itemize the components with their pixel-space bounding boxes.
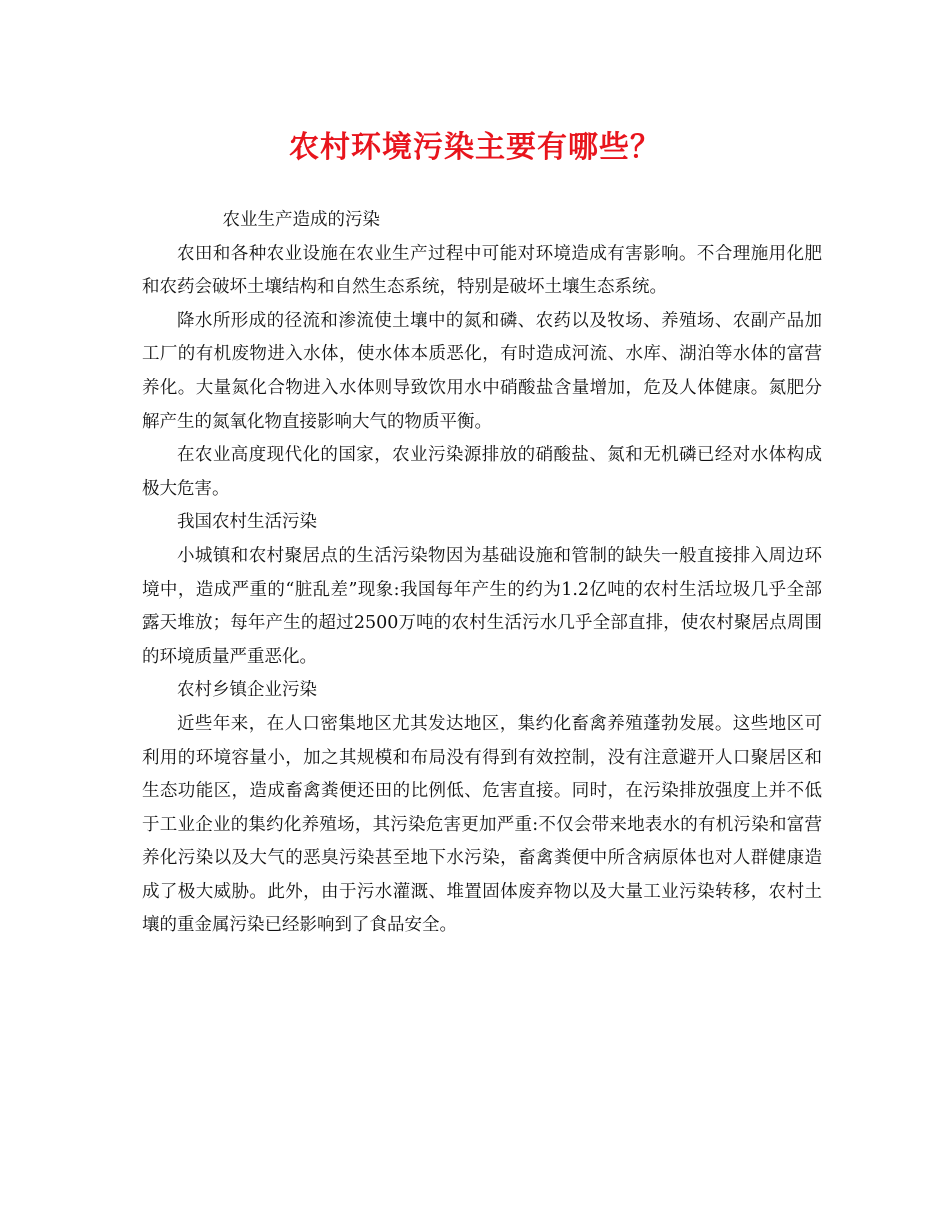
paragraph: 近些年来，在人口密集地区尤其发达地区，集约化畜禽养殖蓬勃发展。这些地区可利用的环境容量小，加之其规模和布局没有得到有效控制，没有注意避开人口聚居区和生态功能区，造成畜禽粪便还田的比例低、危害直接。同时，在污染排放强度上并不低于工业企业的集约化养殖场，其污染危害更加严重:不仅会带来地表水的有机污染和富营养化污染以及大气的恶臭污染甚至地下水污染，畜禽粪便中所含病原体也对人群健康造成了极大威胁。此外，由于污水灌溉、堆置固体废弃物以及大量工业污染转移，农村土壤的重金属污染已经影响到了食品安全。: [142, 713, 822, 936]
section-heading-agricultural-production: 农业生产造成的污染: [222, 210, 380, 230]
paragraph: 小城镇和农村聚居点的生活污染物因为基础设施和管制的缺失一般直接排入周边环境中，造成严重的“脏乱差”现象:我国每年产生的约为1.2亿吨的农村生活垃圾几乎全部露天堆放；每年产生的超过2500万吨的农村生活污水几乎全部直排，使农村聚居点周围的环境质量严重恶化。: [142, 545, 822, 667]
section-heading-rural-domestic: 我国农村生活污染: [177, 512, 317, 533]
paragraph: 在农业高度现代化的国家，农业污染源排放的硝酸盐、氮和无机磷已经对水体构成极大危害。: [142, 445, 822, 499]
paragraph: 农田和各种农业设施在农业生产过程中可能对环境造成有害影响。不合理施用化肥和农药会破坏土壤结构和自然生态系统，特别是破坏土壤生态系统。: [142, 243, 822, 298]
page-title: 农村环境污染主要有哪些？: [289, 130, 661, 165]
document-body: [142, 204, 822, 943]
section-heading-township-enterprise: 农村乡镇企业污染: [177, 680, 317, 701]
paragraph: 降水所形成的径流和渗流使土壤中的氮和磷、农药以及牧场、养殖场、农副产品加工厂的有机废物进入水体，使水体本质恶化，有时造成河流、水库、湖泊等水体的富营养化。大量氮化合物进入水体则导致饮用水中硝酸盐含量增加，危及人体健康。氮肥分解产生的氮氧化物直接影响大气的物质平衡。: [142, 310, 822, 432]
